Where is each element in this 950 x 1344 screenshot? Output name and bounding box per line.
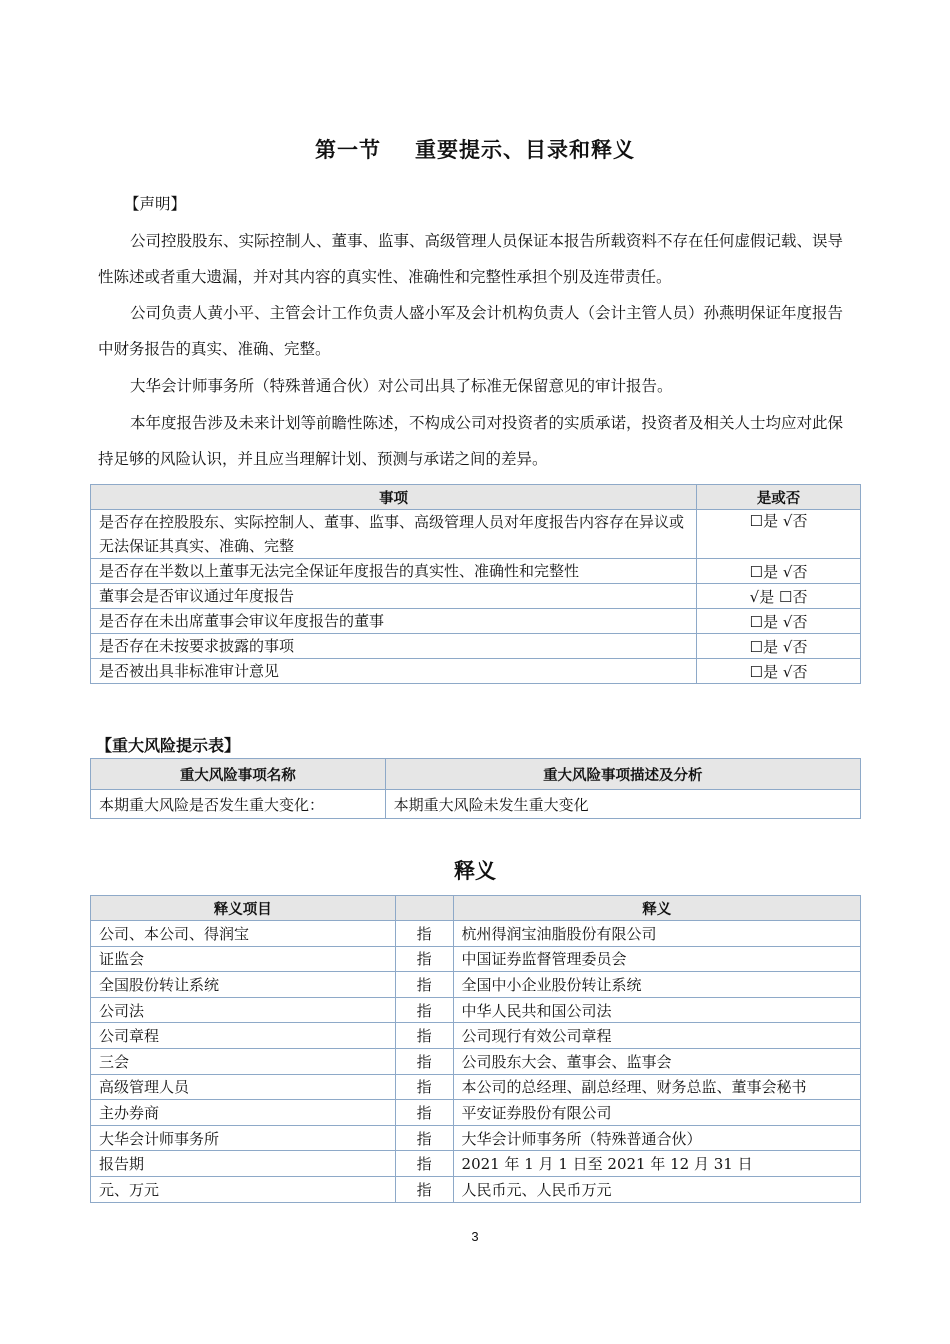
def-ref: 指	[395, 1151, 453, 1177]
def-meaning: 本公司的总经理、副总经理、财务总监、董事会秘书	[453, 1074, 860, 1100]
statement-label: 【声明】	[124, 195, 187, 213]
table-row	[91, 559, 861, 584]
section-number: 第一节	[315, 138, 381, 162]
header-risk-name: 重大风险事项名称	[91, 759, 386, 790]
row-item: 董事会是否审议通过年度报告	[91, 584, 697, 609]
def-ref: 指	[395, 997, 453, 1023]
table-row	[91, 609, 861, 634]
paragraph-4: 本年度报告涉及未来计划等前瞻性陈述，不构成公司对投资者的实质承诺，投资者及相关人士均应对此保持足够的风险认识，并且应当理解计划、预测与承诺之间的差异。	[98, 414, 844, 468]
section-heading: 重要提示、目录和释义	[415, 138, 635, 162]
row-item: 是否存在未按要求披露的事项	[91, 634, 697, 659]
paragraph-3: 大华会计师事务所（特殊普通合伙）对公司出具了标准无保留意见的审计报告。	[130, 377, 673, 395]
def-meaning: 2021 年 1 月 1 日至 2021 年 12 月 31 日	[453, 1151, 860, 1177]
declaration-table	[90, 484, 861, 684]
def-ref: 指	[395, 1023, 453, 1049]
def-term: 公司、本公司、得润宝	[91, 921, 396, 947]
row-item: 是否存在未出席董事会审议年度报告的董事	[91, 609, 697, 634]
def-term: 主办券商	[91, 1100, 396, 1126]
row-mark: ☐是 √否	[697, 559, 861, 584]
table-row	[91, 1151, 861, 1177]
risk-name: 本期重大风险是否发生重大变化：	[91, 790, 386, 819]
def-term: 全国股份转让系统	[91, 972, 396, 998]
def-meaning: 中国证券监督管理委员会	[453, 946, 860, 972]
def-meaning: 公司现行有效公司章程	[453, 1023, 860, 1049]
def-ref: 指	[395, 921, 453, 947]
table-row	[91, 1176, 861, 1202]
row-item: 是否被出具非标准审计意见	[91, 659, 697, 684]
def-meaning: 公司股东大会、董事会、监事会	[453, 1048, 860, 1074]
table-row	[91, 997, 861, 1023]
row-mark: ☐是 √否	[697, 659, 861, 684]
def-term: 证监会	[91, 946, 396, 972]
row-mark: ☐是 √否	[697, 634, 861, 659]
header-term: 释义项目	[91, 896, 396, 921]
header-yes-no: 是或否	[697, 485, 861, 510]
table-row	[91, 946, 861, 972]
table-row	[91, 634, 861, 659]
row-item: 是否存在半数以上董事无法完全保证年度报告的真实性、准确性和完整性	[91, 559, 697, 584]
table-row	[91, 921, 861, 947]
def-ref: 指	[395, 1100, 453, 1126]
table-header-row	[91, 759, 861, 790]
def-ref: 指	[395, 1074, 453, 1100]
table-row	[91, 510, 861, 559]
table-row	[91, 659, 861, 684]
def-ref: 指	[395, 946, 453, 972]
def-term: 元、万元	[91, 1176, 396, 1202]
section-title	[0, 134, 950, 164]
table-row	[91, 1125, 861, 1151]
def-meaning: 全国中小企业股份转让系统	[453, 972, 860, 998]
def-term: 大华会计师事务所	[91, 1125, 396, 1151]
def-meaning: 杭州得润宝油脂股份有限公司	[453, 921, 860, 947]
definitions-table	[90, 895, 861, 1203]
def-meaning: 中华人民共和国公司法	[453, 997, 860, 1023]
table-row	[91, 972, 861, 998]
table-row	[91, 584, 861, 609]
table-header-row	[91, 485, 861, 510]
def-term: 公司法	[91, 997, 396, 1023]
paragraph-2: 公司负责人黄小平、主管会计工作负责人盛小军及会计机构负责人（会计主管人员）孙燕明保证年度报告中财务报告的真实、准确、完整。	[98, 304, 844, 358]
header-meaning: 释义	[453, 896, 860, 921]
table-row	[91, 790, 861, 819]
risk-desc: 本期重大风险未发生重大变化	[385, 790, 860, 819]
table-row	[91, 1100, 861, 1126]
row-mark: ☐是 √否	[697, 510, 861, 559]
paragraph-1: 公司控股股东、实际控制人、董事、监事、高级管理人员保证本报告所载资料不存在任何虚假记载、误导性陈述或者重大遗漏，并对其内容的真实性、准确性和完整性承担个别及连带责任。	[98, 232, 844, 286]
def-ref: 指	[395, 1176, 453, 1202]
def-ref: 指	[395, 1125, 453, 1151]
table-row	[91, 1074, 861, 1100]
def-term: 三会	[91, 1048, 396, 1074]
def-ref: 指	[395, 1048, 453, 1074]
def-meaning: 大华会计师事务所（特殊普通合伙）	[453, 1125, 860, 1151]
table-header-row	[91, 896, 861, 921]
def-meaning: 平安证券股份有限公司	[453, 1100, 860, 1126]
header-blank	[395, 896, 453, 921]
row-mark: √是 ☐否	[697, 584, 861, 609]
row-mark: ☐是 √否	[697, 609, 861, 634]
def-term: 高级管理人员	[91, 1074, 396, 1100]
row-item: 是否存在控股股东、实际控制人、董事、监事、高级管理人员对年度报告内容存在异议或无法保证其真实、准确、完整	[91, 510, 697, 559]
def-ref: 指	[395, 972, 453, 998]
def-term: 公司章程	[91, 1023, 396, 1049]
def-term: 报告期	[91, 1151, 396, 1177]
def-meaning: 人民币元、人民币万元	[453, 1176, 860, 1202]
risk-table-title: 【重大风险提示表】	[96, 736, 241, 755]
risk-table	[90, 758, 861, 819]
definitions-title: 释义	[454, 859, 496, 883]
header-item: 事项	[91, 485, 697, 510]
page-number: 3	[471, 1229, 479, 1244]
table-row	[91, 1048, 861, 1074]
table-row	[91, 1023, 861, 1049]
header-risk-desc: 重大风险事项描述及分析	[385, 759, 860, 790]
